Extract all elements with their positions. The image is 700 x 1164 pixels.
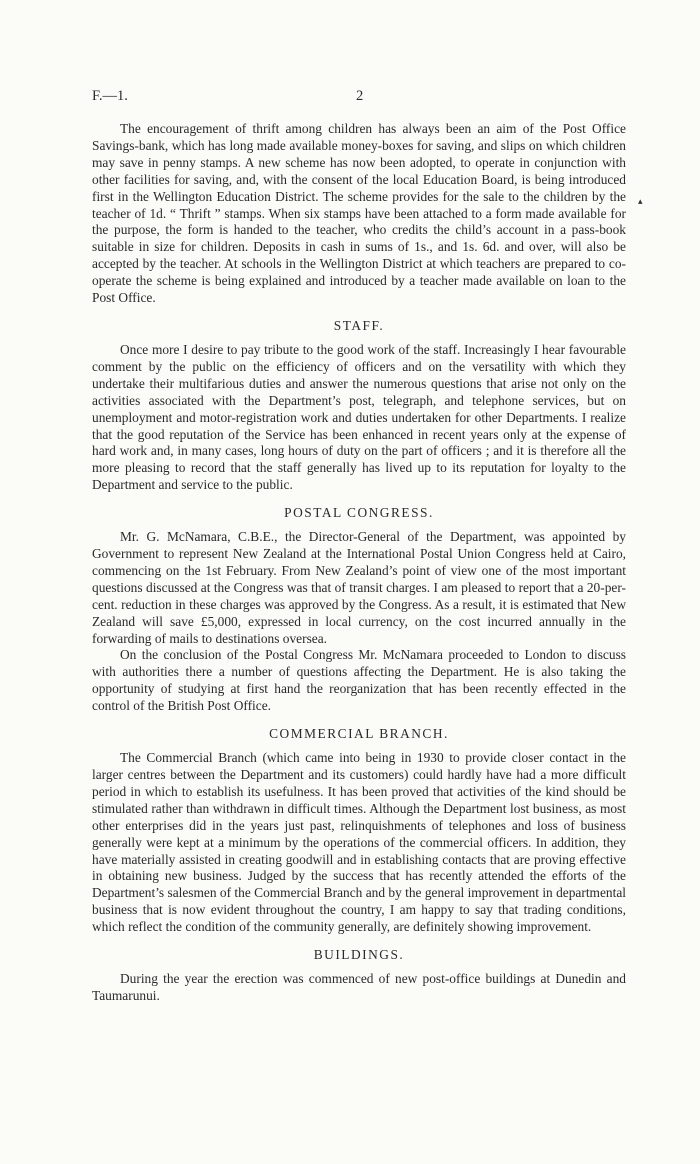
postal-congress-paragraph-1: Mr. G. McNamara, C.B.E., the Director-General of the Department, was appointed by Government to represent New Zealand at the International Postal Union Congress held at Cairo, commencing on the 1st February. From New Zealand’s point of view one of the most important questions discussed at the Congress was that of transit charges. I am pleased to report that a 20-per-cent. reduction in these charges was approved by the Congress. As a result, it is estimated that New Zealand will save £5,000, expressed in local currency, on the cost incurred annually in the forwarding of mails to destinations oversea. xyxy=(92,529,626,646)
document-body xyxy=(92,121,626,1005)
commercial-branch-heading: COMMERCIAL BRANCH. xyxy=(269,726,449,742)
staff-paragraph: Once more I desire to pay tribute to the good work of the staff. Increasingly I hear favourable comment by the public on the efficiency of officers and on the versatility with which they undertake their multifarious duties and answer the numerous questions that arise not only on the activities associated with the Department’s post, telegraph, and telephone services, but on unemployment and motor-registration work and duties undertaken for other Departments. I realize that the good reputation of the Service has been enhanced in recent years only at the expense of hard work and, in many cases, long hours of duty on the part of officers ; and it is therefore all the more pleasing to record that the staff generally has lived up to its reputation for loyalty to the Department and service to the public. xyxy=(92,341,626,493)
buildings-paragraph: During the year the erection was commenced of new post-office buildings at Dunedin and Taumarunui. xyxy=(92,971,626,1003)
commercial-branch-paragraph: The Commercial Branch (which came into being in 1930 to provide closer contact in the larger centres between the Department and its customers) could hardly have had a more difficult period in which to establish its usefulness. It has been proved that activities of the kind should be stimulated rather than withdrawn in difficult times. Although the Department lost business, as most other enterprises did in the years just past, relinquishments of telephones and loss of business generally were kept at a minimum by the operations of the commercial officers. In addition, they have materially assisted in creating goodwill and in establishing contacts that are proving effective in obtaining new business. Judged by the success that has recently attended the efforts of the Department’s salesmen of the Commercial Branch and by the general improvement in departmental business that is now evident throughout the country, I am happy to say that trading conditions, which reflect the condition of the community generally, are definitely showing improvement. xyxy=(92,750,626,935)
page-number: 2 xyxy=(356,88,364,104)
thrift-paragraph: The encouragement of thrift among children has always been an aim of the Post Office Savings-bank, which has long made available money-boxes for saving, and slips on which children may save in penny stamps. A new scheme has now been adopted, to operate in conjunction with other facilities for saving, and, with the consent of the local Education Board, is being introduced first in the Wellington Education District. The scheme provides for the sale to the children by the teacher of 1d. “ Thrift ” stamps. When six stamps have been attached to a form made available for the purpose, the form is handed to the teacher, who credits the child’s account in a pass-book suitable in size for children. Deposits in cash in sums of 1s., and 1s. 6d. and over, will also be accepted by the teacher. At schools in the Wellington District at which teachers are prepared to co-operate the scheme is being explained and introduced by a teacher made available on loan to the Post Office. xyxy=(92,121,626,306)
page-header xyxy=(92,88,624,108)
document-reference: F.—1. xyxy=(92,88,128,104)
staff-heading: STAFF. xyxy=(333,317,385,333)
margin-mark: ▴ xyxy=(638,196,643,206)
buildings-heading: BUILDINGS. xyxy=(313,947,405,963)
postal-congress-heading: POSTAL CONGRESS. xyxy=(284,505,434,521)
postal-congress-paragraph-2: On the conclusion of the Postal Congress Mr. McNamara proceeded to London to discuss with authorities there a number of questions affecting the Department. He is also taking the opportunity of studying at first hand the reorganization that has been recently effected in the control of the British Post Office. xyxy=(92,647,626,714)
